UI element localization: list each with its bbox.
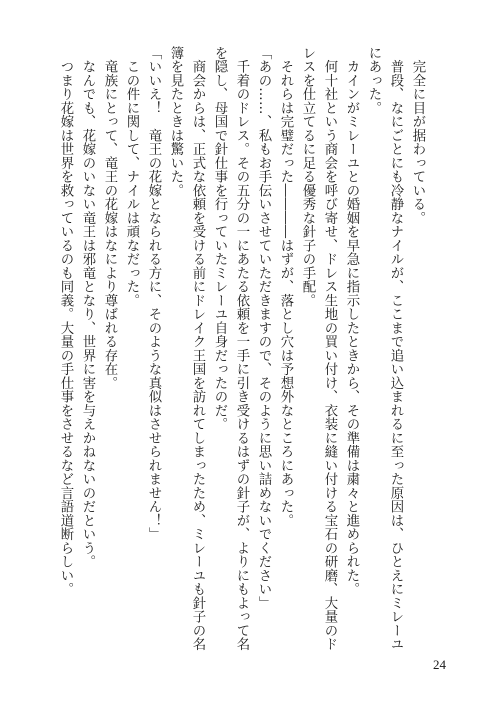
text-line-16: なんでも、花嫁のいない竜王は邪竜となり、世界に害を与えかねないのだという。 [80, 46, 95, 569]
text-line-12: 簿を見たときは驚いた。 [168, 46, 183, 198]
text-line-1: 完全に目が据わっている。 [410, 46, 425, 225]
page-number: 24 [433, 657, 446, 672]
text-line-2: 普段、なにごとにも冷静なナイルが、ここまで追い込まれるに至った原因は、ひとえにミレーユ [388, 46, 403, 651]
text-line-4: カインがミレーユとの婚姻を早急に指示したときから、その準備は粛々と進められた。 [344, 46, 359, 596]
text-line-8: 「あの……、私もお手伝いさせていただきますので、そのように思い詰めないでください」 [256, 46, 271, 610]
text-line-3: にあった。 [366, 46, 381, 115]
text-line-9: 千着のドレス。その五分の一にあたる依頼を一手に引き受けるはずの針子が、よりにもよって名 [234, 46, 249, 651]
text-line-15: 竜族にとって、竜王の花嫁はなにより尊ばれる存在。 [102, 46, 117, 390]
text-line-17: つまり花嫁は世界を救っているのも同義。大量の手仕事をさせるなど言語道断らしい。 [58, 46, 73, 596]
text-line-11: 商会からは、正式な依頼を受ける前にドレイク王国を訪れてしまったため、ミレーユも針子の名 [190, 46, 205, 651]
text-line-6: レスを仕立てるに足る優秀な針子の手配。 [300, 46, 315, 308]
text-line-14: この件に関して、ナイルは頑なだった。 [124, 46, 139, 308]
text-line-13: 「いいえ！ 竜王の花嫁となられる方に、そのような真似はさせられません！」 [146, 46, 161, 541]
text-line-7: それらは完璧だった――――はずが、落とし穴は予想外なところにあった。 [278, 46, 293, 528]
text-line-10: を隠し、母国で針仕事を行っていたミレーユ自身だったのだ。 [212, 46, 227, 431]
text-line-5: 何十社という商会を呼び寄せ、ドレス生地の買い付け、衣装に縫い付ける宝石の研磨、大量のド [322, 46, 337, 651]
body-text [58, 46, 428, 651]
